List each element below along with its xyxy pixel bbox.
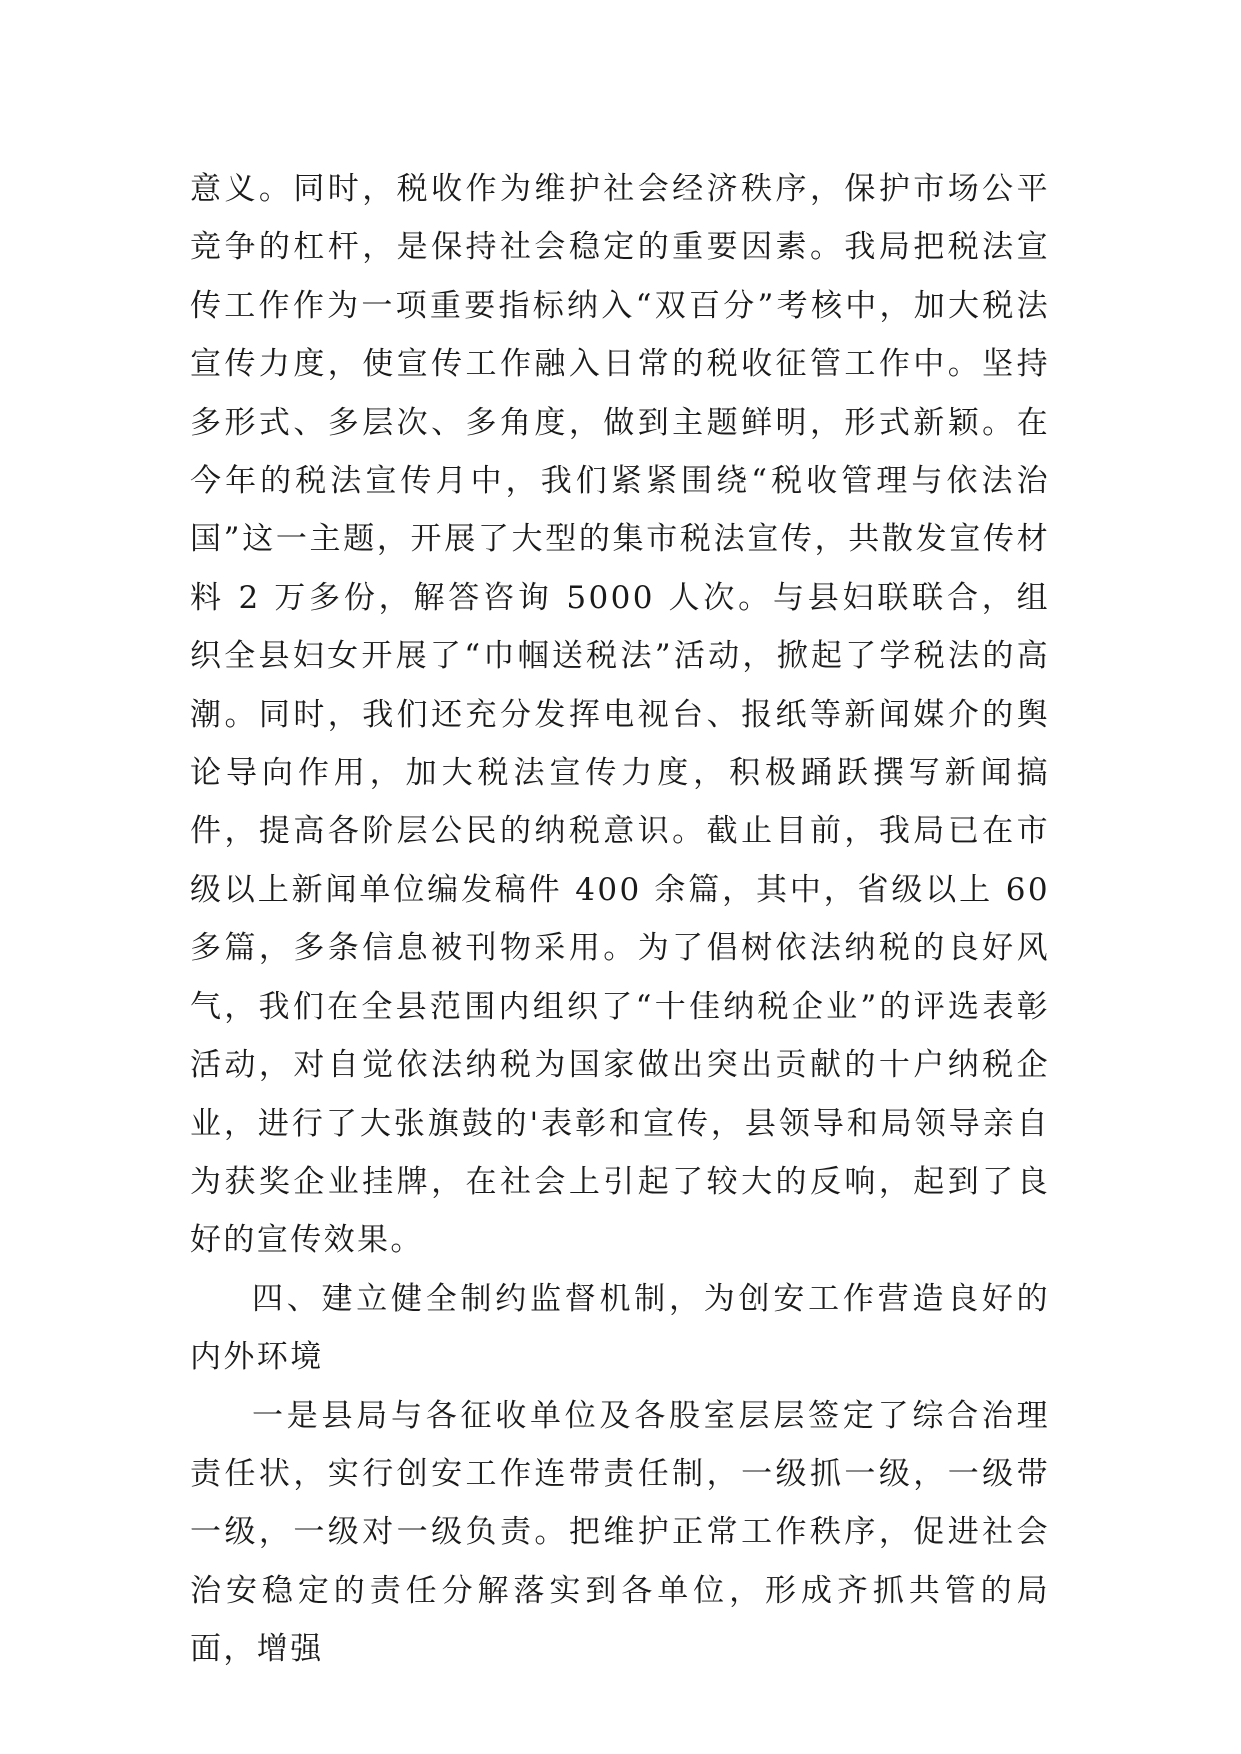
section-heading-supervision: 四、建立健全制约监督机制，为创安工作营造良好的内外环境 <box>190 1280 1050 1376</box>
document-body <box>190 160 1050 1679</box>
paragraph-tax-publicity: 意义。同时，税收作为维护社会经济秩序，保护市场公平竞争的杠杆，是保持社会稳定的重要因素。我局把税法宣传工作作为一项重要指标纳入“双百分”考核中，加大税法宣传力度，使宣传工作融入日常的税收征管工作中。坚持多形式、多层次、多角度，做到主题鲜明，形式新颖。在今年的税法宣传月中，我们紧紧围绕“税收管理与依法治国”这一主题，开展了大型的集市税法宣传，共散发宣传材料 2 万多份，解答咨询 5000 人次。与县妇联联合，组织全县妇女开展了“巾帼送税法”活动，掀起了学税法的高潮。同时，我们还充分发挥电视台、报纸等新闻媒介的舆论导向作用，加大税法宣传力度，积极踊跃撰写新闻搞件，提高各阶层公民的纳税意识。截止目前，我局已在市级以上新闻单位编发稿件 400 余篇，其中，省级以上 60 多篇，多条信息被刊物采用。为了倡树依法纳税的良好风气，我们在全县范围内组织了“十佳纳税企业”的评选表彰活动，对自觉依法纳税为国家做出突出贡献的十户纳税企业，进行了大张旗鼓的'表彰和宣传，县领导和局领导亲自为获奖企业挂牌，在社会上引起了较大的反响，起到了良好的宣传效果。 <box>190 171 1050 1259</box>
paragraph-responsibility: 一是县局与各征收单位及各股室层层签定了综合治理责任状，实行创安工作连带责任制，一级抓一级，一级带一级，一级对一级负责。把维护正常工作秩序，促进社会治安稳定的责任分解落实到各单位，形成齐抓共管的局面，增强 <box>190 1397 1050 1668</box>
